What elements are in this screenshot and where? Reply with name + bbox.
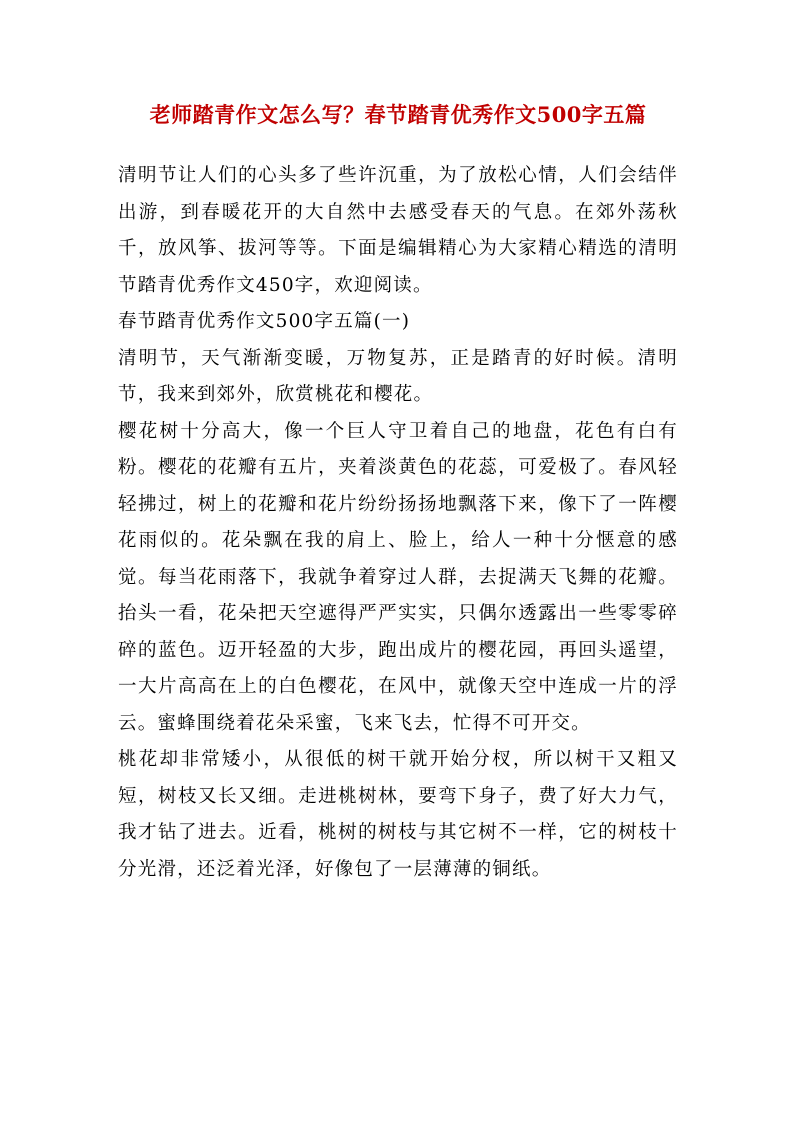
body-paragraph: 樱花树十分高大，像一个巨人守卫着自己的地盘，花色有白有粉。樱花的花瓣有五片，夹着淡黄色的花蕊，可爱极了。春风轻轻拂过，树上的花瓣和花片纷纷扬扬地飘落下来，像下了一阵樱花雨似的。花朵飘在我的肩上、脸上，给人一种十分惬意的感觉。每当花雨落下，我就争着穿过人群，去捉满天飞舞的花瓣。抬头一看，花朵把天空遮得严严实实，只偶尔透露出一些零零碎碎的蓝色。迈开轻盈的大步，跑出成片的樱花园，再回头遥望，一大片高高在上的白色樱花，在风中，就像天空中连成一片的浮云。蜜蜂围绕着花朵采蜜，飞来飞去，忙得不可开交。 [118,420,678,734]
body-paragraph: 桃花却非常矮小，从很低的树干就开始分杈，所以树干又粗又短，树枝又长又细。走进桃树林，要弯下身子，费了好大力气，我才钻了进去。近看，桃树的树枝与其它树不一样，它的树枝十分光滑，还泛着光泽，好像包了一层薄薄的铜纸。 [118,749,678,880]
document-title: 老师踏青作文怎么写？春节踏青优秀作文500字五篇 [149,102,647,127]
document-page [118,100,678,888]
section-heading: 春节踏青优秀作文500字五篇(一) [118,311,411,332]
body-paragraph: 清明节，天气渐渐变暖，万物复苏，正是踏青的好时候。清明节，我来到郊外，欣赏桃花和樱花。 [118,347,678,405]
intro-paragraph: 清明节让人们的心头多了些许沉重，为了放松心情，人们会结伴出游，到春暖花开的大自然中去感受春天的气息。在郊外荡秋千，放风筝、拔河等等。下面是编辑精心为大家精心精选的清明节踏青优秀作文450字，欢迎阅读。 [118,165,678,296]
